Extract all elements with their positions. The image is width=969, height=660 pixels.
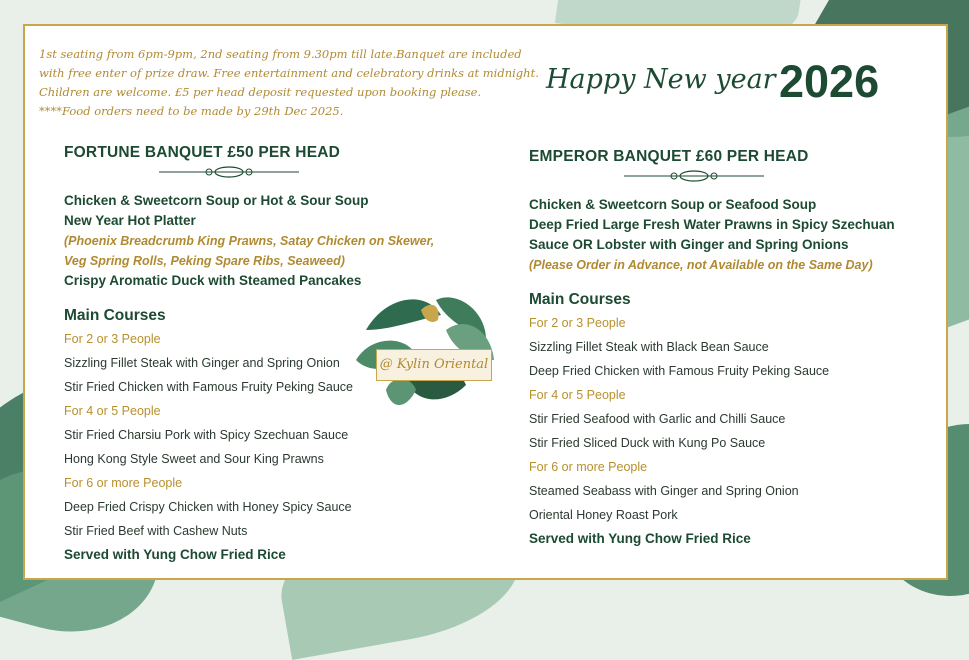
note-line: with free enter of prize draw. Free entertainment and celebratory drinks at midnight. <box>39 66 539 80</box>
platter-note: (Phoenix Breadcrumb King Prawns, Satay Chicken on Skewer, <box>64 234 435 248</box>
group-label: For 6 or more People <box>529 460 648 474</box>
ornament-divider-icon <box>619 168 769 184</box>
note-line: Children are welcome. £5 per head deposit requested upon booking please. <box>39 85 482 99</box>
group-label: For 4 or 5 People <box>64 404 161 418</box>
dish-item: Stir Fried Beef with Cashew Nuts <box>64 524 248 538</box>
dish-item: Steamed Seabass with Ginger and Spring Onion <box>529 484 799 498</box>
starter-item: Chicken & Sweetcorn Soup or Hot & Sour Soup <box>64 193 369 208</box>
starter-item: Chicken & Sweetcorn Soup or Seafood Soup <box>529 197 817 212</box>
starter-item: Deep Fried Large Fresh Water Prawns in Spicy Szechuan <box>529 217 895 232</box>
booking-notes <box>39 45 539 121</box>
dish-item: Stir Fried Seafood with Garlic and Chilli Sauce <box>529 412 786 426</box>
dish-item: Hong Kong Style Sweet and Sour King Prawns <box>64 452 324 466</box>
note-line: ****Food orders need to be made by 29th Dec 2025. <box>39 104 344 118</box>
emperor-banquet <box>529 148 949 551</box>
group-label: For 2 or 3 People <box>64 332 161 346</box>
dish-item: Oriental Honey Roast Pork <box>529 508 678 522</box>
dish-item: Deep Fried Crispy Chicken with Honey Spicy Sauce <box>64 500 352 514</box>
dish-item: Stir Fried Chicken with Famous Fruity Peking Sauce <box>64 380 353 394</box>
group-label: For 2 or 3 People <box>529 316 626 330</box>
starter-item: New Year Hot Platter <box>64 213 196 228</box>
fortune-title: FORTUNE BANQUET £50 PER HEAD <box>64 144 341 161</box>
note-line: 1st seating from 6pm-9pm, 2nd seating from 9.30pm till late.Banquet are included <box>39 47 522 61</box>
dish-item: Stir Fried Charsiu Pork with Spicy Szechuan Sauce <box>64 428 349 442</box>
group-label: For 6 or more People <box>64 476 183 490</box>
page-title: Happy New year <box>546 64 776 95</box>
restaurant-badge: @ Kylin Oriental <box>376 349 492 381</box>
starter-item: Crispy Aromatic Duck with Steamed Pancakes <box>64 273 362 288</box>
starter-item: Sauce OR Lobster with Ginger and Spring Onions <box>529 237 849 252</box>
advance-note: (Please Order in Advance, not Available on the Same Day) <box>529 258 873 272</box>
dish-item: Sizzling Fillet Steak with Ginger and Spring Onion <box>64 356 340 370</box>
ornament-divider-icon <box>154 164 304 180</box>
dish-item: Stir Fried Sliced Duck with Kung Po Sauce <box>529 436 766 450</box>
served-with: Served with Yung Chow Fried Rice <box>64 547 286 562</box>
emperor-title: EMPEROR BANQUET £60 PER HEAD <box>529 148 809 165</box>
group-label: For 4 or 5 People <box>529 388 626 402</box>
main-courses-heading: Main Courses <box>64 307 166 324</box>
dish-item: Deep Fried Chicken with Famous Fruity Peking Sauce <box>529 364 830 378</box>
dish-item: Sizzling Fillet Steak with Black Bean Sauce <box>529 340 769 354</box>
platter-note: Veg Spring Rolls, Peking Spare Ribs, Seaweed) <box>64 254 345 268</box>
main-courses-heading: Main Courses <box>529 291 631 308</box>
year-heading: 2026 <box>779 56 880 107</box>
served-with: Served with Yung Chow Fried Rice <box>529 531 751 546</box>
